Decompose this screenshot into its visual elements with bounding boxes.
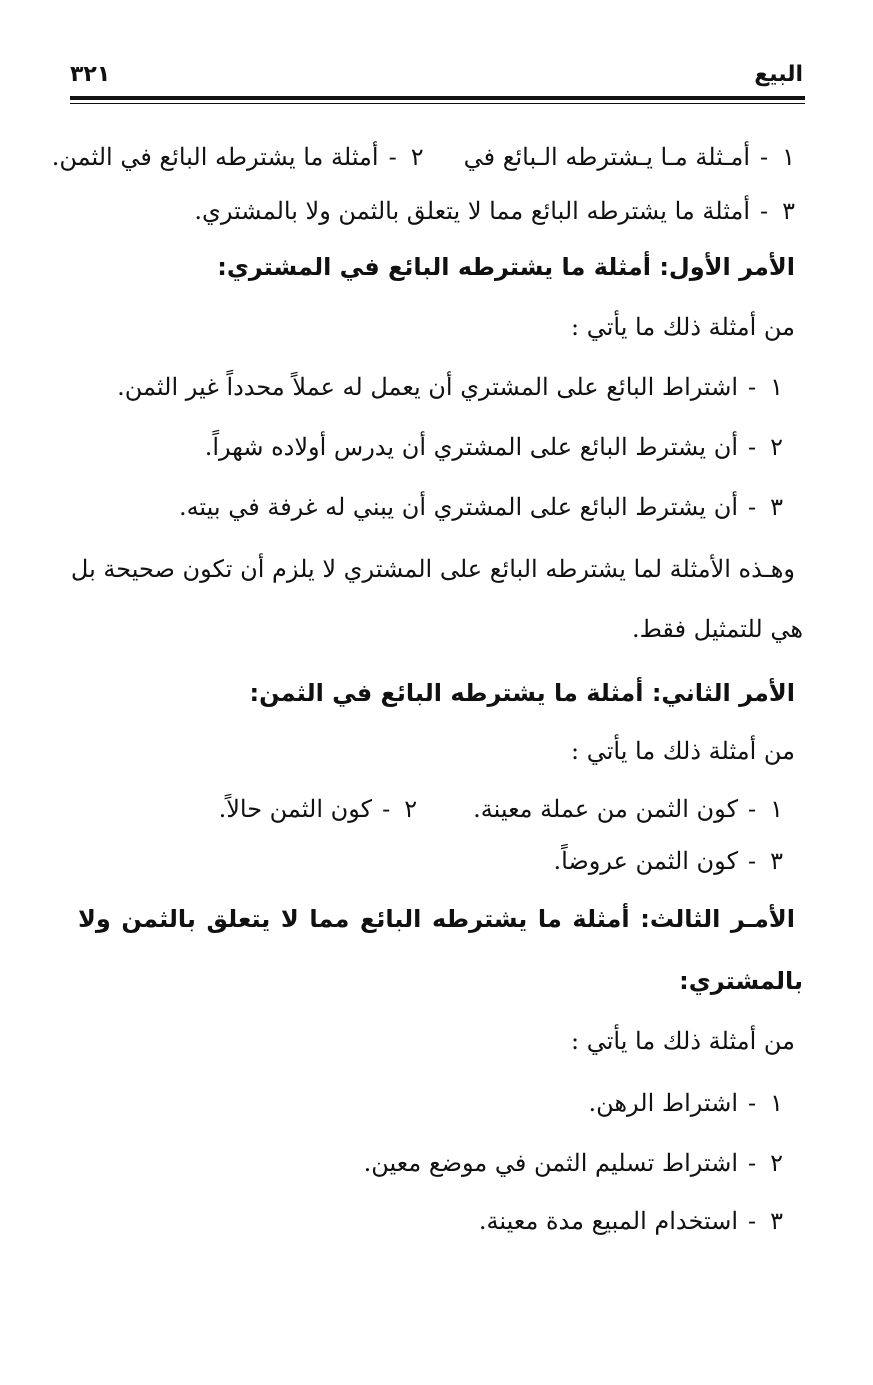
- list-item-text: أن يشترط البائع على المشتري أن يدرس أولاده شهراً.: [204, 433, 738, 461]
- list-dash: -: [760, 143, 769, 171]
- section-1-intro: من أمثلة ذلك ما يأتي :: [570, 313, 795, 341]
- list-number: ١: [770, 795, 783, 823]
- section-2-items-line-2: [553, 844, 783, 878]
- section-2-heading: الأمر الثاني: أمثلة ما يشترطه البائع في الثمن:: [249, 679, 795, 707]
- section-3-intro: من أمثلة ذلك ما يأتي :: [570, 1027, 795, 1055]
- running-title: البيع: [754, 62, 803, 87]
- list-dash: -: [388, 143, 397, 171]
- list-item-text: أن يشترط البائع على المشتري أن يبني له غرفة في بيته.: [178, 493, 738, 521]
- header-rule-thin: [70, 103, 805, 104]
- section-3-heading-line-1: الأمـر الثالث: أمثلة ما يشترطه البائع مما لا يتعلق بالثمن ولا: [78, 905, 795, 933]
- list-number: ٢: [404, 795, 418, 823]
- list-number: ٢: [410, 143, 424, 171]
- list-item-text: استخدام المبيع مدة معينة.: [478, 1207, 738, 1235]
- page-number: ٣٢١: [70, 62, 111, 87]
- overview-item-1-text: أمـثلة مـا يـشترطه الـبائع في: [463, 143, 750, 171]
- list-item-text: كون الثمن حالاً.: [218, 795, 373, 823]
- section-1-note-line-1: وهـذه الأمثلة لما يشترطه البائع على المشتري لا يلزم أن تكون صحيحة بل: [70, 555, 795, 583]
- section-2-items-line-1: [219, 792, 783, 826]
- list-number: ٣: [770, 1207, 783, 1235]
- overview-item-2-text: أمثلة ما يشترطه البائع في الثمن.: [51, 143, 379, 171]
- section-1-heading: الأمر الأول: أمثلة ما يشترطه البائع في المشتري:: [217, 253, 795, 281]
- section-1-item-2: [205, 430, 783, 464]
- section-1-note-line-2: هي للتمثيل فقط.: [632, 615, 803, 643]
- list-item-text: كون الثمن من عملة معينة.: [473, 795, 738, 823]
- overview-line-2: [194, 194, 795, 228]
- section-1-item-3: [179, 490, 783, 524]
- list-number: ٢: [770, 1149, 783, 1177]
- list-dash: -: [748, 795, 757, 823]
- list-number: ١: [770, 373, 783, 401]
- overview-line-1: [52, 140, 795, 174]
- list-dash: -: [748, 847, 757, 875]
- section-1-item-1: [117, 370, 783, 404]
- list-number: ٣: [782, 197, 795, 225]
- list-number: ٢: [770, 433, 783, 461]
- list-dash: -: [748, 373, 757, 401]
- section-3-item-2: [364, 1146, 783, 1180]
- section-3-item-3: [479, 1204, 783, 1238]
- section-3-heading-line-2: بالمشتري:: [679, 967, 803, 995]
- page-header: [70, 62, 803, 92]
- list-item-text: كون الثمن عروضاً.: [553, 847, 738, 875]
- section-2-intro: من أمثلة ذلك ما يأتي :: [570, 737, 795, 765]
- list-dash: -: [382, 795, 391, 823]
- list-dash: -: [748, 1089, 757, 1117]
- header-rule-thick: [70, 96, 805, 100]
- list-dash: -: [760, 197, 769, 225]
- list-item-text: اشتراط الرهن.: [588, 1089, 738, 1117]
- list-item-text: اشتراط تسليم الثمن في موضع معين.: [363, 1149, 738, 1177]
- list-number: ١: [770, 1089, 783, 1117]
- list-dash: -: [748, 493, 757, 521]
- list-number: ٣: [770, 493, 783, 521]
- section-3-item-1: [588, 1086, 783, 1120]
- overview-item-3-text: أمثلة ما يشترطه البائع مما لا يتعلق بالثمن ولا بالمشتري.: [194, 197, 750, 225]
- list-number: ٣: [770, 847, 783, 875]
- list-dash: -: [748, 1149, 757, 1177]
- list-number: ١: [782, 143, 795, 171]
- list-item-text: اشتراط البائع على المشتري أن يعمل له عملاً محدداً غير الثمن.: [117, 373, 738, 401]
- list-dash: -: [748, 433, 757, 461]
- list-dash: -: [748, 1207, 757, 1235]
